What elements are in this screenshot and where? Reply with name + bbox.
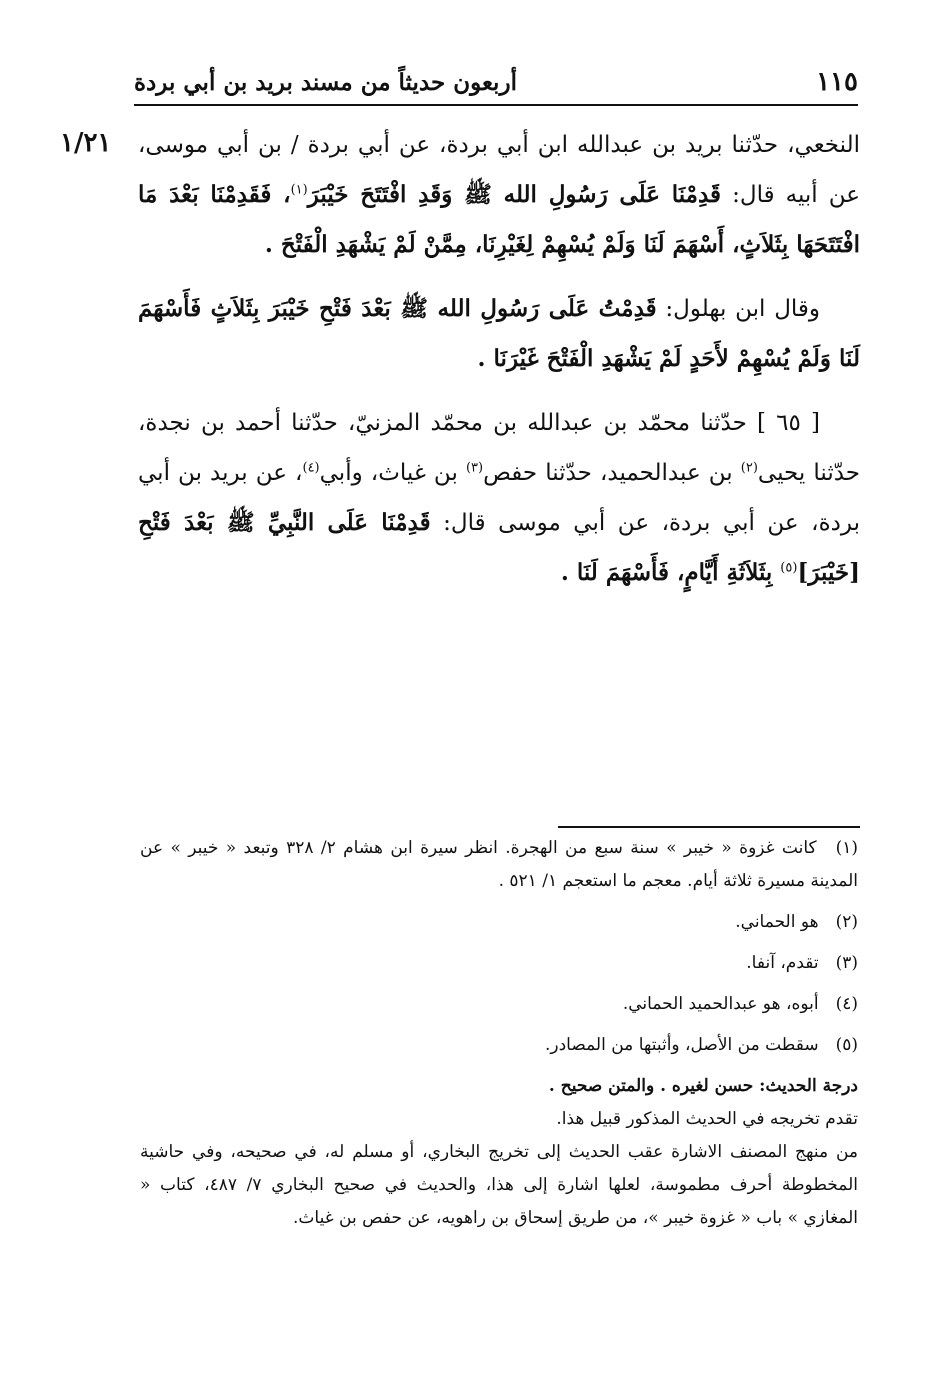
narration-text: [ ٦٥ ] حدّثنا محمّد بن عبدالله بن محمّد المزنيّ، حدّثنا أحمد بن نجدة، حدّثنا يحيى: [138, 410, 861, 486]
footnote-1: [140, 832, 858, 898]
hadith-text: ، فَقَدِمْنَا بَعْدَ مَا افْتَتَحَهَا بِثَلاَثٍ، أَسْهَمَ لَنَا وَلَمْ يُسْهِمْ لِغَيْرِنَا، مِمَّنْ لَمْ يَشْهَدِ الْفَتْحَ .: [138, 181, 860, 258]
footnote-ref-3[interactable]: (٣): [465, 460, 484, 476]
narration-text: وقال ابن بهلول:: [656, 296, 821, 322]
narration-text: ، عن بريد بن أبي بردة، عن أبي بردة، عن أبي موسى قال:: [138, 460, 860, 536]
footnote-text: هو الحماني.: [735, 912, 819, 932]
footnote-ref-1[interactable]: (١): [290, 182, 308, 198]
footnote-4: [140, 988, 858, 1021]
hadith-grade: درجة الحديث: حسن لغيره . والمتن صحيح .: [548, 1076, 858, 1096]
footnote-ref-4[interactable]: (٤): [302, 460, 320, 476]
hadith-text: بِثَلاَثَةِ أَيَّامٍ، فَأَسْهَمَ لَنَا .: [560, 559, 781, 586]
hadith-text: قَدِمْنَا عَلَى النَّبِيِّ ﷺ بَعْدَ فَتْحِ [خَيْبَرَ]: [138, 509, 860, 586]
hadith-text: قَدِمْتُ عَلَى رَسُولِ الله ﷺ بَعْدَ فَتْحِ خَيْبَرَ بِثَلاَثٍ فَأَسْهَمَ لَنَا وَلَمْ يُسْهِمْ لأَحَدٍ لَمْ يَشْهَدِ الْفَتْحَ غَيْرَنَا .: [138, 295, 860, 372]
footnotes: [140, 832, 858, 1235]
footnote-separator: [558, 826, 860, 828]
footnote-ref-5[interactable]: (٥): [780, 560, 798, 576]
footnote-text: أبوه، هو عبدالحميد الحماني.: [622, 994, 819, 1014]
takhrij-note: من منهج المصنف الاشارة عقب الحديث إلى تخريج البخاري، أو مسلم له، في صحيحه، وفي حاشية المخطوطة أحرف مطموسة، لعلها اشارة إلى هذا، والحديث في صحيح البخاري ٧/ ٤٨٧، كتاب « المغازي » باب « غزوة خيبر »، من طريق إسحاق بن راهويه، عن حفص بن غياث.: [140, 1142, 858, 1228]
footnote-text: كانت غزوة « خيبر » سنة سبع من الهجرة. انظر سيرة ابن هشام ٢/ ٣٢٨ وتبعد « خيبر » عن المدينة مسيرة ثلاثة أيام. معجم ما استعجم ١/ ٥٢١ .: [140, 838, 858, 891]
paragraph-3: [138, 398, 860, 598]
page-number: ١١٥: [816, 67, 858, 97]
footnote-number: (٢): [835, 912, 858, 932]
footnote-number: (٣): [835, 953, 858, 973]
takhrij-note: تقدم تخريجه في الحديث المذكور قبيل هذا.: [556, 1109, 858, 1129]
footnote-number: (١): [835, 838, 859, 858]
running-title: أربعون حديثاً من مسند بريد بن أبي بردة: [134, 68, 517, 96]
footnote-number: (٤): [835, 994, 858, 1014]
footnote-3: [140, 947, 858, 980]
page-header: [134, 62, 858, 102]
footnote-text: تقدم، آنفا.: [746, 953, 819, 973]
paragraph-1: [138, 120, 860, 270]
footnote-number: (٥): [835, 1035, 858, 1055]
footnote-text: سقطت من الأصل، وأثبتها من المصادر.: [545, 1035, 819, 1055]
narration-text: بن عبدالحميد، حدّثنا حفص: [483, 460, 741, 486]
header-rule: [134, 104, 858, 106]
narration-text: النخعي، حدّثنا بريد بن عبدالله ابن أبي بردة، عن أبي بردة / بن أبي موسى، عن أبيه قال:: [138, 132, 860, 208]
main-text: [138, 120, 860, 612]
narration-text: بن غياث، وأبي: [319, 460, 466, 486]
footnote-ref-2[interactable]: (٢): [740, 460, 758, 476]
hadith-text: قَدِمْنَا عَلَى رَسُولِ الله ﷺ وَقَدِ افْتَتَحَ خَيْبَرَ: [307, 181, 722, 208]
margin-reference: ١/٢١: [60, 128, 112, 158]
paragraph-2: [138, 284, 860, 384]
footnote-5: [140, 1029, 858, 1062]
footnote-2: [140, 906, 858, 939]
